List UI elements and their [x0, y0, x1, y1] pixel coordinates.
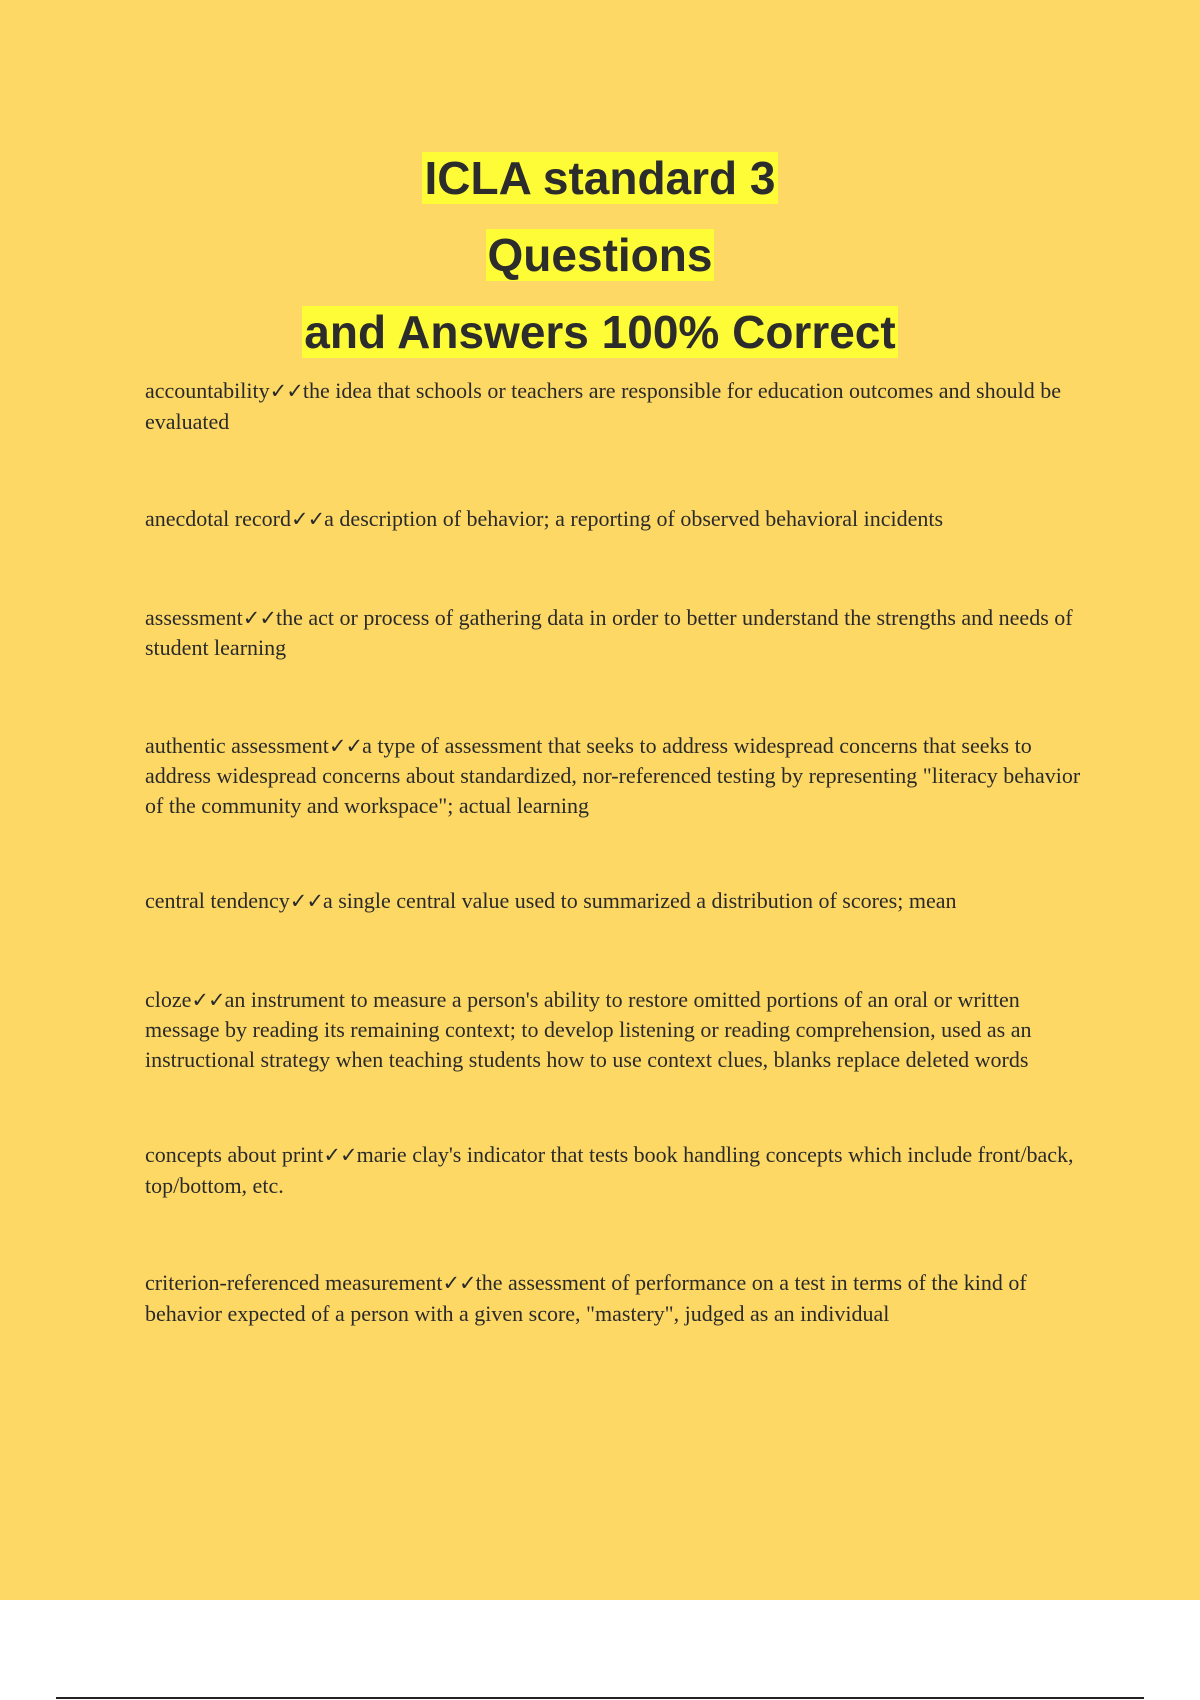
double-check-icon: ✓✓ — [191, 987, 225, 1012]
double-check-icon: ✓✓ — [290, 507, 325, 531]
entry-term: cloze — [145, 986, 192, 1012]
title-line-2-text: Questions — [487, 229, 713, 281]
double-check-icon: ✓✓ — [328, 733, 363, 758]
entry-term: authentic assessment — [145, 732, 329, 758]
entry-term: assessment — [145, 604, 243, 630]
double-check-icon: ✓✓ — [442, 1271, 476, 1295]
footer-divider — [56, 1697, 1144, 1699]
entry-term: accountability — [145, 378, 270, 403]
title-line-1 — [0, 140, 1200, 217]
title-line-3 — [0, 294, 1200, 371]
glossary-entry — [145, 603, 1085, 663]
entry-term: criterion-referenced measurement — [145, 1270, 443, 1295]
entry-term: central tendency — [145, 888, 290, 913]
entry-definition: a type of assessment that seeks to address widespread concerns that seeks to address widespread concerns about standardized, nor-referenced testing by representing "literacy behavior of the community and workspace"; actual learning — [145, 732, 1081, 818]
glossary-entry — [145, 504, 1085, 535]
title-line-1-text: ICLA standard 3 — [424, 152, 776, 204]
double-check-icon: ✓✓ — [323, 1143, 357, 1167]
double-check-icon: ✓✓ — [269, 379, 303, 403]
entry-term: concepts about print — [145, 1142, 324, 1167]
glossary-entry — [145, 886, 1085, 917]
double-check-icon: ✓✓ — [289, 889, 323, 913]
entry-definition: the idea that schools or teachers are responsible for education outcomes and should be evaluated — [145, 378, 1061, 434]
entry-definition: an instrument to measure a person's ability to restore omitted portions of an oral or written message by reading its remaining context; to develop listening or reading comprehension, used as an instructional strategy when teaching students how to use context clues, blanks replace deleted words — [145, 986, 1032, 1072]
title-line-2 — [0, 217, 1200, 294]
glossary-entry — [145, 376, 1085, 436]
document-title — [0, 140, 1200, 371]
entry-definition: the act or process of gathering data in order to better understand the strengths and needs of student learning — [145, 604, 1073, 660]
double-check-icon: ✓✓ — [242, 605, 276, 630]
entry-definition: marie clay's indicator that tests book handling concepts which include front/back, top/bottom, etc. — [145, 1142, 1074, 1198]
entry-definition: a description of behavior; a reporting of observed behavioral incidents — [324, 506, 944, 531]
glossary-entry — [145, 985, 1085, 1075]
glossary-entry — [145, 731, 1085, 821]
glossary-entry — [145, 1140, 1085, 1200]
entry-term: anecdotal record — [145, 506, 291, 531]
entry-definition: the assessment of performance on a test in terms of the kind of behavior expected of a person with a given score, "mastery", judged as an individual — [145, 1270, 1027, 1326]
glossary-entries — [145, 376, 1085, 1396]
title-line-3-text: and Answers 100% Correct — [304, 306, 896, 358]
entry-definition: a single central value used to summarized a distribution of scores; mean — [322, 888, 957, 913]
glossary-entry — [145, 1268, 1085, 1328]
